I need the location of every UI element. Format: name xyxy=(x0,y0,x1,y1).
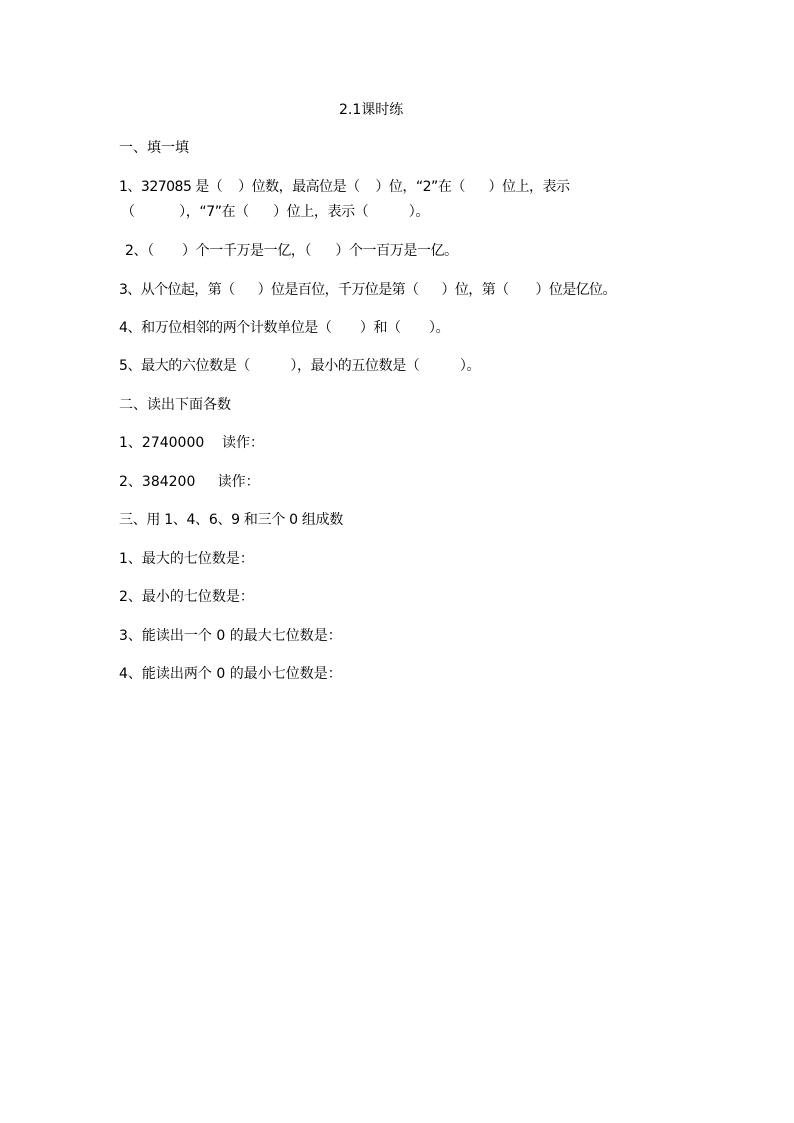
question-1-1-line-2: （ ），“7”在（ ）位上，表示（ ）。 xyxy=(121,204,429,220)
question-1-4: 4、和万位相邻的两个计数单位是（ ）和（ ）。 xyxy=(119,320,450,336)
question-3-3: 3、能读出一个 0 的最大七位数是： xyxy=(119,628,342,644)
question-1-5: 5、最大的六位数是（ ），最小的五位数是（ ）。 xyxy=(119,358,481,374)
question-2-2: 2、384200 读作： xyxy=(119,474,260,490)
question-2-1: 1、2740000 读作： xyxy=(119,435,265,451)
page-title: 2.1课时练 xyxy=(339,102,404,118)
section-1-heading: 一、填一填 xyxy=(119,140,189,156)
question-1-1-line-1: 1、327085 是（ ）位数，最高位是（ ）位，“2”在（ ）位上，表示 xyxy=(119,179,570,195)
question-3-4: 4、能读出两个 0 的最小七位数是： xyxy=(119,666,342,682)
question-1-3: 3、从个位起，第（ ）位是百位，千万位是第（ ）位，第（ ）位是亿位。 xyxy=(119,282,616,298)
question-3-2: 2、最小的七位数是： xyxy=(119,589,254,605)
section-3-heading: 三、用 1、4、6、9 和三个 0 组成数 xyxy=(119,512,344,528)
section-2-heading: 二、读出下面各数 xyxy=(119,397,231,413)
question-1-2: 2、（ ）个一千万是一亿，（ ）个一百万是一亿。 xyxy=(125,243,458,259)
question-3-1: 1、最大的七位数是： xyxy=(119,551,254,567)
